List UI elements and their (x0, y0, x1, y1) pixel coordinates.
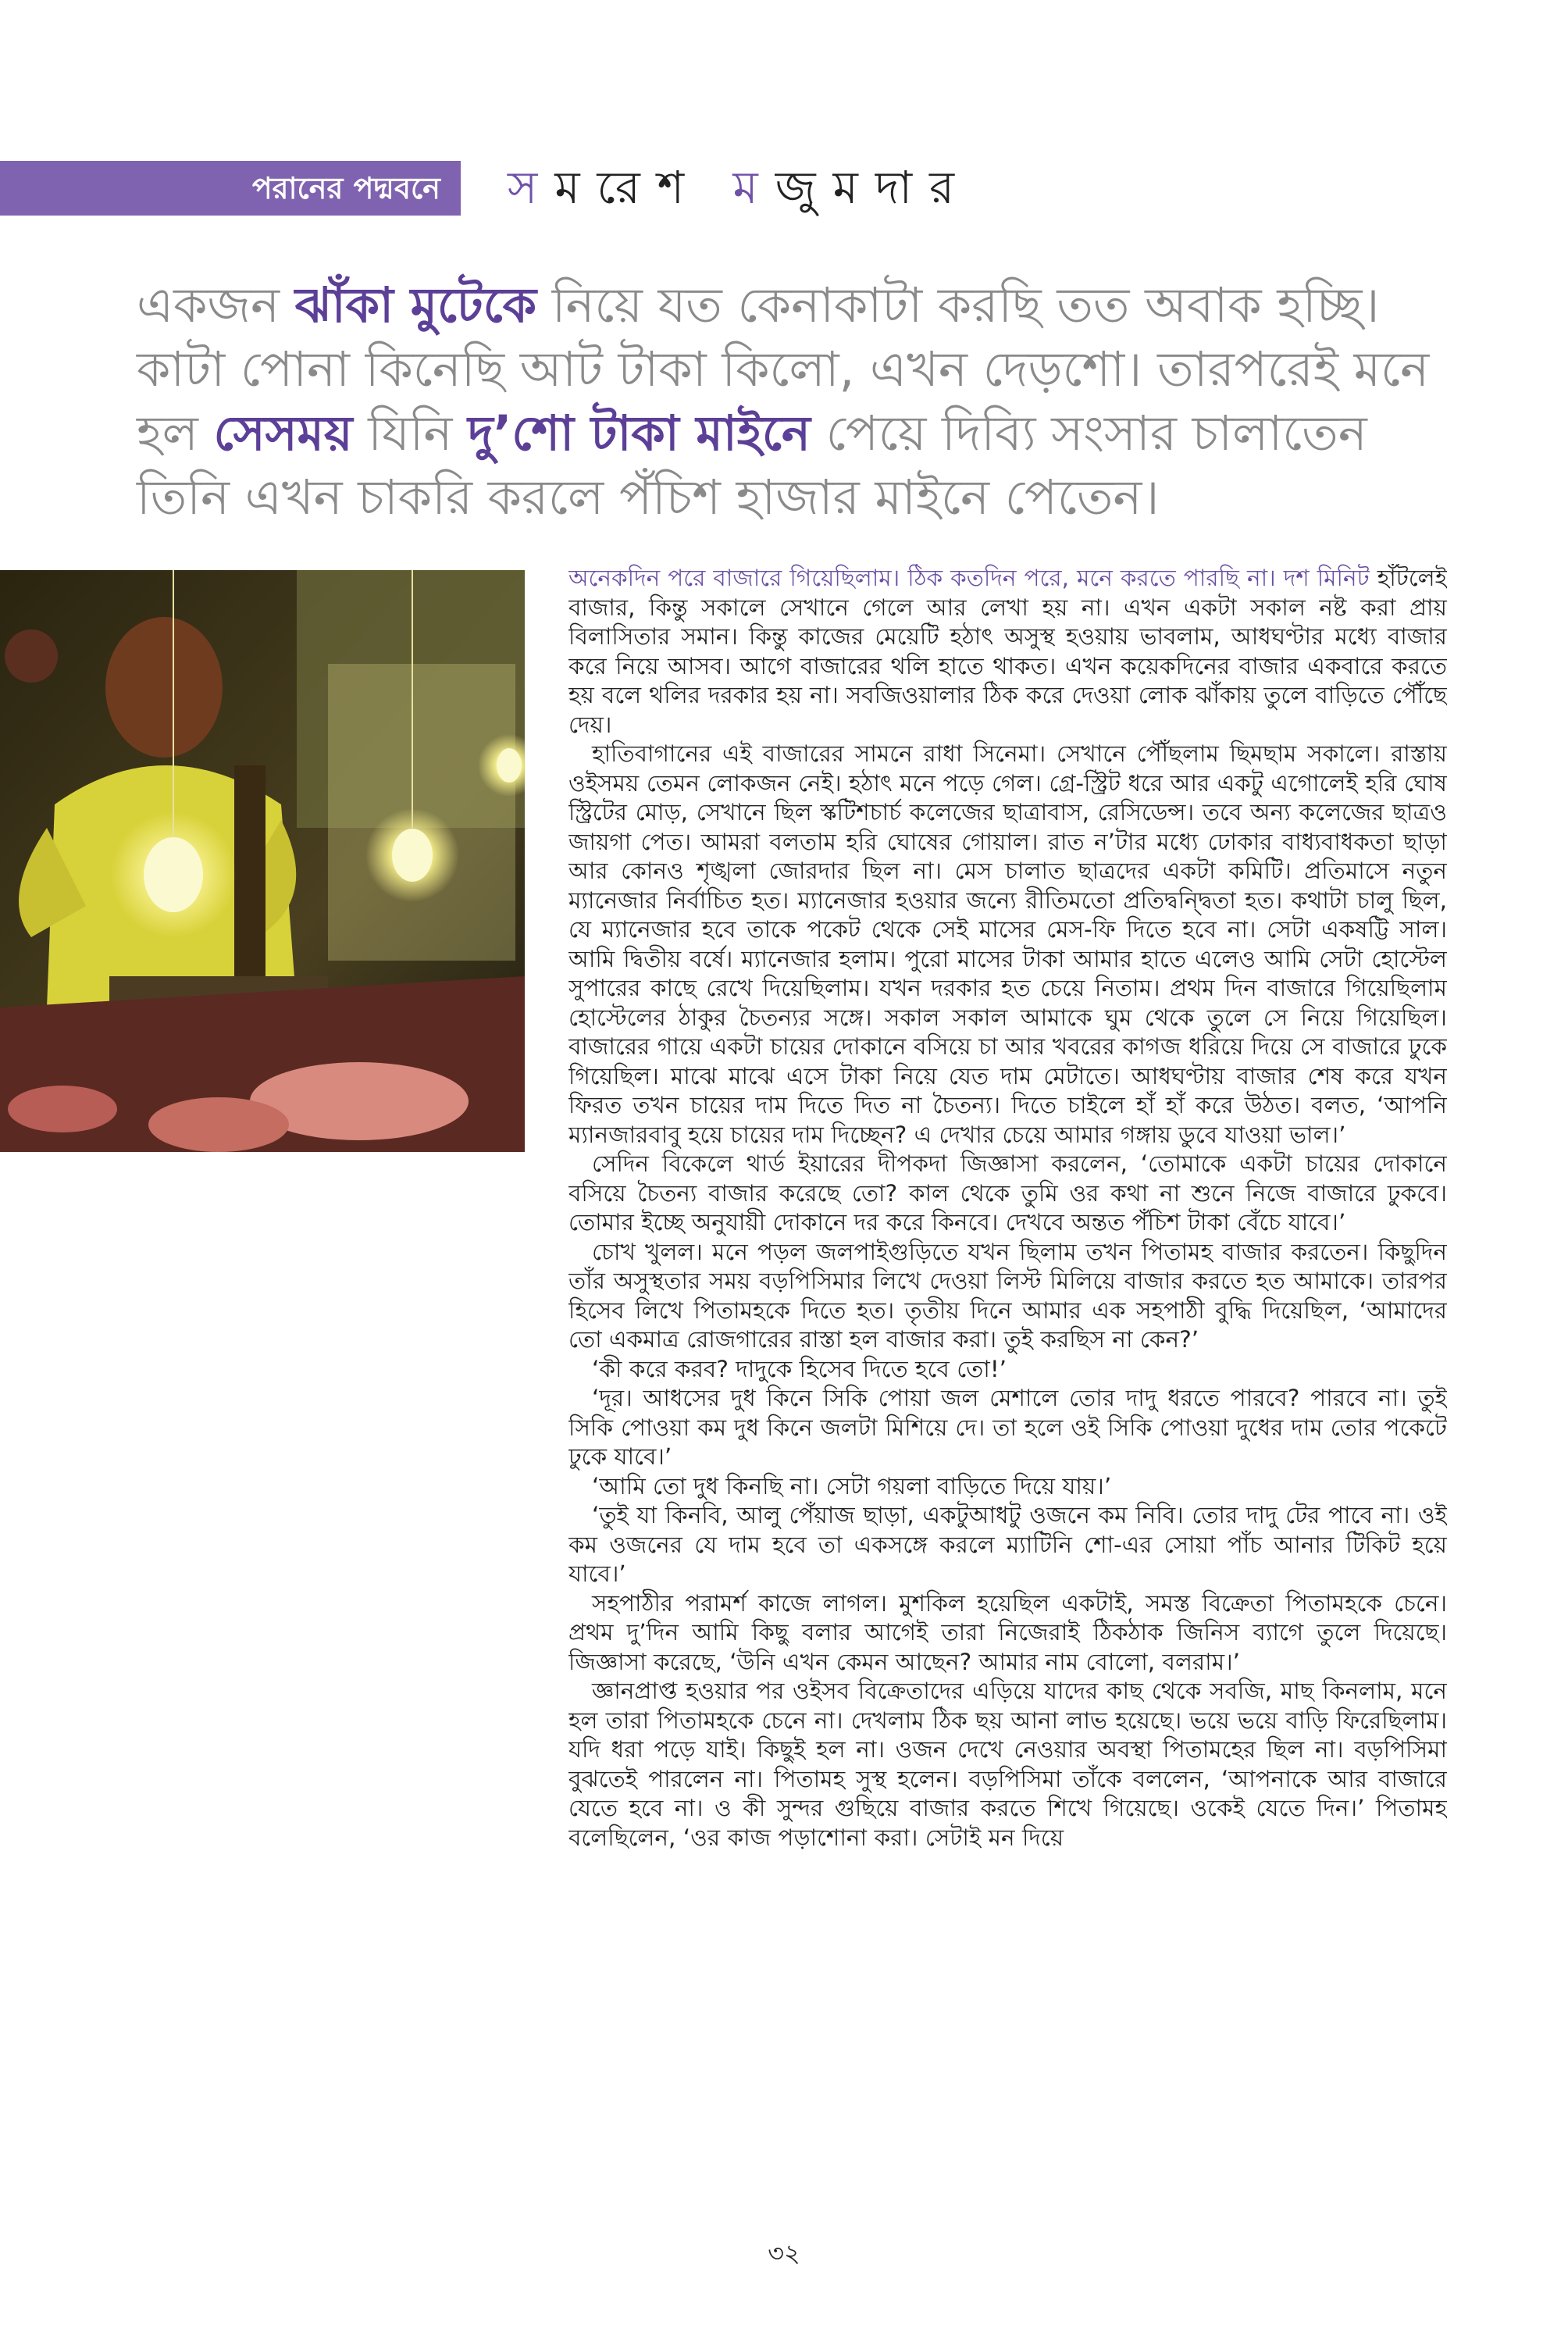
author-name-part-2: জুমদার (775, 161, 972, 214)
article-paragraph: ‘কী করে করব? দাদুকে হিসেব দিতে হবে তো!’ (592, 1355, 1007, 1382)
article-paragraph: ‘তুই যা কিনবি, আলু পেঁয়াজ ছাড়া, একটুআধটু ওজনে কম নিবি। তোর দাদু টের পাবে না। ওই কম ওজনের যে দাম হবে তা একসঙ্গে করলে ম্যাটিনি শো-এর সোয়া পাঁচ আনার টিকিট হয়ে যাবে।’ (568, 1502, 1447, 1587)
article-paragraph: ‘আমি তো দুধ কিনছি না। সেটা গয়লা বাড়িতে দিয়ে যায়।’ (592, 1472, 1112, 1500)
pull-quote-text: নিয়ে যত কেনাকাটা করছি তত অবাক হচ্ছি। কাটা পোনা কিনেছি আট টাকা কিলো, এখন দেড়শো। তারপরেই মনে হল (137, 276, 1430, 462)
pull-quote-text: একজন (137, 276, 295, 333)
author-name (508, 156, 971, 219)
pull-quote-text: পেয়ে দিব্যি সংসার চালাতেন তিনি এখন চাকরি করলে পঁচিশ হাজার মাইনে পেতেন। (137, 405, 1367, 526)
article-body (568, 564, 1447, 2196)
author-initial-1: স (508, 161, 555, 214)
section-label: পরানের পদ্মবনে (251, 171, 440, 205)
author-initial-2: ম (732, 161, 775, 214)
page-number: ৩২ (768, 2238, 800, 2268)
section-header-band (0, 161, 461, 216)
pull-quote-highlight: দু’শো টাকা মাইনে (468, 405, 811, 462)
article-paragraph: সহপাঠীর পরামর্শ কাজে লাগল। মুশকিল হয়েছিল একটাই, সমস্ত বিক্রেতা পিতামহকে চেনে। প্রথম দু’দিন আমি কিছু বলার আগেই তারা নিজেরাই ঠিকঠাক জিনিস ব্যাগে তুলে দিয়েছে। জিজ্ঞাসা করেছে, ‘উনি এখন কেমন আছেন? আমার নাম বোলো, বলরাম।’ (568, 1589, 1447, 1675)
article-paragraph (568, 564, 1447, 740)
article-lead: অনেকদিন পরে বাজারে গিয়েছিলাম। ঠিক কতদিন পরে, মনে করতে পারছি না। দশ মিনিট (568, 565, 1370, 591)
market-photo (0, 570, 525, 1152)
article-paragraph: জ্ঞানপ্রাপ্ত হওয়ার পর ওইসব বিক্রেতাদের এড়িয়ে যাদের কাছ থেকে সবজি, মাছ কিনলাম, মনে হল তারা পিতামহকে চেনে না। দেখলাম ঠিক ছয় আনা লাভ হয়েছে। ভয়ে ভয়ে বাড়ি ফিরেছিলাম। যদি ধরা পড়ে যাই। কিছুই হল না। ওজন দেখে নেওয়ার অবস্থা পিতামহের ছিল না। বড়পিসিমা বুঝতেই পারলেন না। পিতামহ সুস্থ হলেন। বড়পিসিমা তাঁকে বললেন, ‘আপনাকে আর বাজারে যেতে হবে না। ও কী সুন্দর গুছিয়ে বাজার করতে শিখে গিয়েছে। ওকেই যেতে দিন।’ পিতামহ বলেছিলেন, ‘ওর কাজ পড়াশোনা করা। সেটাই মন দিয়ে (568, 1678, 1447, 1851)
article-paragraph: সেদিন বিকেলে থার্ড ইয়ারের দীপকদা জিজ্ঞাসা করলেন, ‘তোমাকে একটা চায়ের দোকানে বসিয়ে চৈতন্য বাজার করেছে তো? কাল থেকে তুমি ওর কথা না শুনে নিজে বাজারে ঢুকবে। তোমার ইচ্ছে অনুযায়ী দোকানে দর করে কিনবে। দেখবে অন্তত পঁচিশ টাকা বেঁচে যাবে।’ (568, 1150, 1447, 1236)
market-photo-illustration (0, 570, 525, 1152)
pull-quote-highlight: সেসময় (213, 405, 353, 462)
article-paragraph: ‘দূর। আধসের দুধ কিনে সিকি পোয়া জল মেশালে তোর দাদু ধরতে পারবে? পারবে না। তুই সিকি পোওয়া কম দুধ কিনে জলটা মিশিয়ে দে। তা হলে ওই সিকি পোওয়া দুধের দাম তোর পকেটে ঢুকে যাবে।’ (568, 1385, 1447, 1470)
pull-quote-highlight: ঝাঁকা মুটেকে (294, 276, 536, 333)
pull-quote-text: যিনি (352, 405, 469, 462)
pull-quote (137, 273, 1464, 530)
article-paragraph: চোখ খুলল। মনে পড়ল জলপাইগুড়িতে যখন ছিলাম তখন পিতামহ বাজার করতেন। কিছুদিন তাঁর অসুস্থতার সময় বড়পিসিমার লিখে দেওয়া লিস্ট মিলিয়ে বাজার করতে হত আমাকে। তারপর হিসেব লিখে পিতামহকে দিতে হত। তৃতীয় দিনে আমার এক সহপাঠী বুদ্ধি দিয়েছিল, ‘আমাদের তো একমাত্র রোজগারের রাস্তা হল বাজার করা। তুই করছিস না কেন?’ (568, 1238, 1447, 1353)
article-paragraph: হাতিবাগানের এই বাজারের সামনে রাধা সিনেমা। সেখানে পৌঁছলাম ছিমছাম সকালে। রাস্তায় ওইসময় তেমন লোকজন নেই। হঠাৎ মনে পড়ে গেল। গ্রে-স্ট্রিট ধরে আর একটু এগোলেই হরি ঘোষ স্ট্রিটের মোড়, সেখানে ছিল স্কটিশচার্চ কলেজের ছাত্রাবাস, রেসিডেন্স। তবে অন্য কলেজের ছাত্রও জায়গা পেত। আমরা বলতাম হরি ঘোষের গোয়াল। রাত ন’টার মধ্যে ঢোকার বাধ্যবাধকতা ছাড়া আর কোনও শৃঙ্খলা জোরদার ছিল না। মেস চালাত ছাত্রদের একটা কমিটি। প্রতিমাসে নতুন ম্যানেজার নির্বাচিত হত। ম্যানেজার হওয়ার জন্যে রীতিমতো প্রতিদ্বন্দ্বিতা হত। কথাটা চালু ছিল, যে ম্যানেজার হবে তাকে পকেট থেকে সেই মাসের মেস-ফি দিতে হবে না। সেটা একষট্টি সাল। আমি দ্বিতীয় বর্ষে। ম্যানেজার হলাম। পুরো মাসের টাকা আমার হাতে এলেও আমি সেটা হোস্টেল সুপারের কাছে রেখে দিয়েছিলাম। যখন দরকার হত চেয়ে নিতাম। প্রথম দিন বাজারে গিয়েছিলাম হোস্টেলের ঠাকুর চৈতন্যর সঙ্গে। সকাল সকাল আমাকে ঘুম থেকে তুলে সে নিয়ে গিয়েছিল। বাজারের গায়ে একটা চায়ের দোকানে বসিয়ে চা আর খবরের কাগজ ধরিয়ে দিয়ে সে বাজারে ঢুকে গিয়েছিল। মাঝে মাঝে এসে টাকা নিয়ে যেত দাম মেটাতে। আধঘণ্টায় বাজার শেষ করে যখন ফিরত তখন চায়ের দাম দিতে দিত না চৈতন্য। দিতে চাইলে হাঁ হাঁ করে উঠত। বলত, ‘আপনি ম্যানজারবাবু হয়ে চায়ের দাম দিচ্ছেন? এ দেখার চেয়ে আমার গঙ্গায় ডুবে যাওয়া ভাল।’ (568, 740, 1447, 1148)
article-text: হাঁটলেই বাজার, কিন্তু সকালে সেখানে গেলে আর লেখা হয় না। এখন একটা সকাল নষ্ট করা প্রায় বিলাসিতার সমান। কিন্তু কাজের মেয়েটি হঠাৎ অসুস্থ হওয়ায় ভাবলাম, আধঘণ্টার মধ্যে বাজার করে নিয়ে আসব। আগে বাজারের থলি হাতে থাকত। এখন কয়েকদিনের বাজার একবারে করতে হয় বলে থলির দরকার হয় না। সবজিওয়ালার ঠিক করে দেওয়া লোক ঝাঁকায় তুলে বাড়িতে পৌঁছে দেয়। (568, 565, 1447, 738)
author-name-part-1: মরেশ (554, 161, 733, 214)
